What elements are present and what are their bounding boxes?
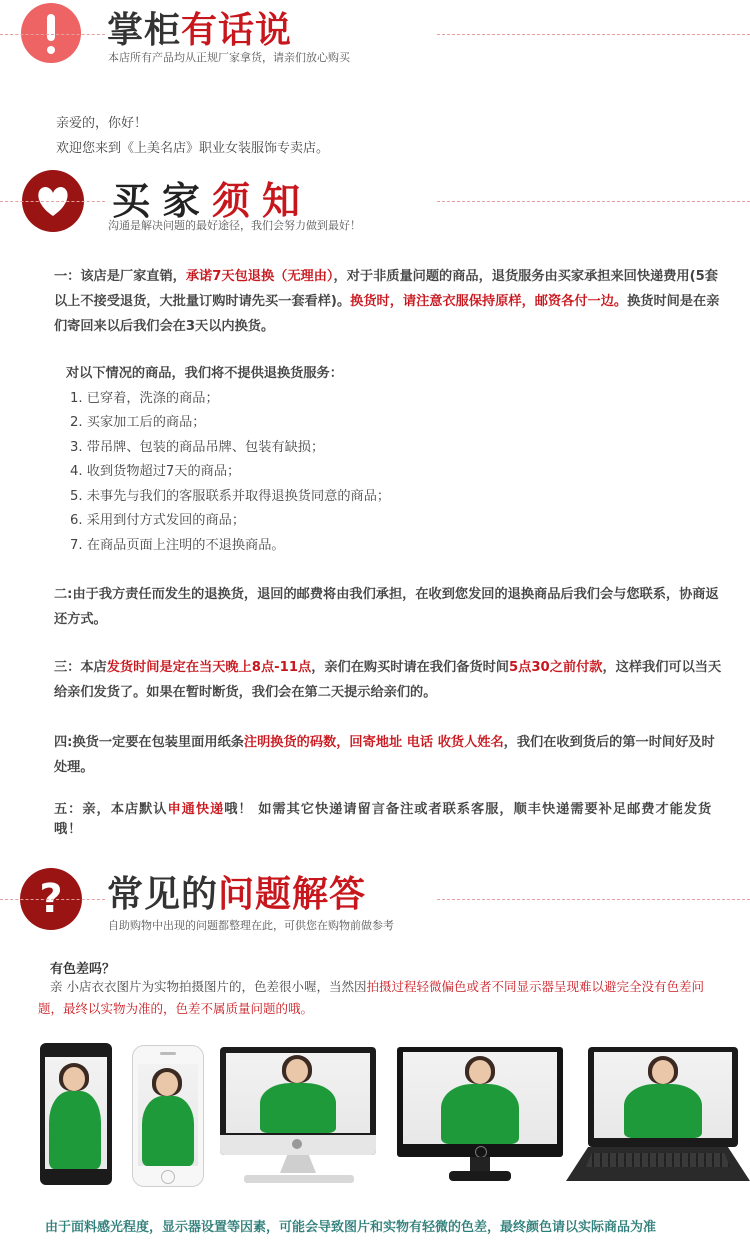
section-title: 常见的问题解答 (107, 874, 367, 915)
greeting-line: 亲爱的，你好！ (56, 116, 148, 131)
header-divider (0, 34, 105, 35)
header-divider (0, 899, 105, 900)
section-subtitle: 沟通是解决问题的最好途径，我们会努力做到最好！ (108, 219, 361, 232)
header-divider (437, 899, 750, 900)
section-title: 买家须知 (112, 179, 313, 223)
welcome-line: 欢迎您来到《上美名店》职业女装服饰专卖店。 (56, 141, 330, 156)
list-item: 3. 带吊牌、包装的商品吊牌、包装有缺损； (70, 439, 325, 455)
iphone-image (132, 1045, 204, 1187)
header-divider (437, 34, 750, 35)
section-subtitle: 本店所有产品均从正规厂家拿货，请亲们放心购买 (108, 51, 350, 64)
acer-laptop-image (566, 1047, 750, 1187)
faq-answer: 亲 小店衣衣图片为实物拍摄图片的，色差很小喔，当然因拍摄过程轻微偏色或者不同显示器呈现难以避完全没有色差问题，最终以实物为准的，色差不属质量问题的哦。 (38, 979, 704, 1016)
header-divider (0, 201, 105, 202)
section-subtitle: 自助购物中出现的问题都整理在此，可供您在购物前做参考 (108, 919, 394, 932)
exclamation-icon (21, 3, 81, 63)
color-difference-note: 由于面料感光程度，显示器设置等因素，可能会导致图片和实物有轻微的色差，最终颜色请以实际商品为准 (45, 1220, 657, 1235)
rule-4: 四:换货一定要在包装里面用纸条注明换货的码数，回寄地址 电话 收货人姓名，我们在收到货后的第一时间好及时处理。 (54, 735, 715, 775)
list-heading: 对以下情况的商品，我们将不提供退换货服务： (66, 366, 343, 381)
section-title: 掌柜有话说 (107, 10, 293, 51)
list-item: 1. 已穿着，洗涤的商品； (70, 390, 219, 406)
rule-2: 二:由于我方责任而发生的退换货，退回的邮费将由我们承担，在收到您发回的退换商品后我们会与您联系，协商返还方式。 (54, 587, 719, 627)
rule-5: 五：亲，本店默认申通快递哦！ 如需其它快递请留言备注或者联系客服，顺丰快递需要补足邮费才能发货哦！ (54, 802, 713, 837)
list-item: 2. 买家加工后的商品； (70, 415, 206, 430)
list-item: 5. 未事先与我们的客服联系并取得退换货同意的商品； (70, 488, 391, 504)
list-item: 6. 采用到付方式发回的商品； (70, 513, 246, 528)
android-phone-image (40, 1043, 112, 1185)
question-icon: ? (20, 868, 82, 930)
faq-question: 有色差吗？ (50, 962, 116, 977)
rule-1: 一：该店是厂家直销，承诺7天包退换（无理由），对于非质量问题的商品，退货服务由买家承担来回快递费用(5套以上不接受退货，大批量订购时请先买一套看样)。换货时，请注意衣服保持原样，邮资各付一边。换货时间是在亲们寄回来以后我们会在3天以内换货。 (54, 269, 720, 334)
hp-monitor-image (397, 1047, 563, 1187)
no-return-list (66, 362, 390, 558)
list-item: 4. 收到货物超过7天的商品； (70, 464, 241, 479)
header-divider (437, 201, 750, 202)
list-item: 7. 在商品页面上注明的不退换商品。 (70, 537, 285, 553)
rule-3: 三：本店发货时间是定在当天晚上8点-11点，亲们在购买时请在我们备货时间5点30之前付款，这样我们可以当天给亲们发货了。如果在暂时断货，我们会在第二天提示给亲们的。 (54, 660, 722, 700)
imac-image (220, 1047, 376, 1187)
